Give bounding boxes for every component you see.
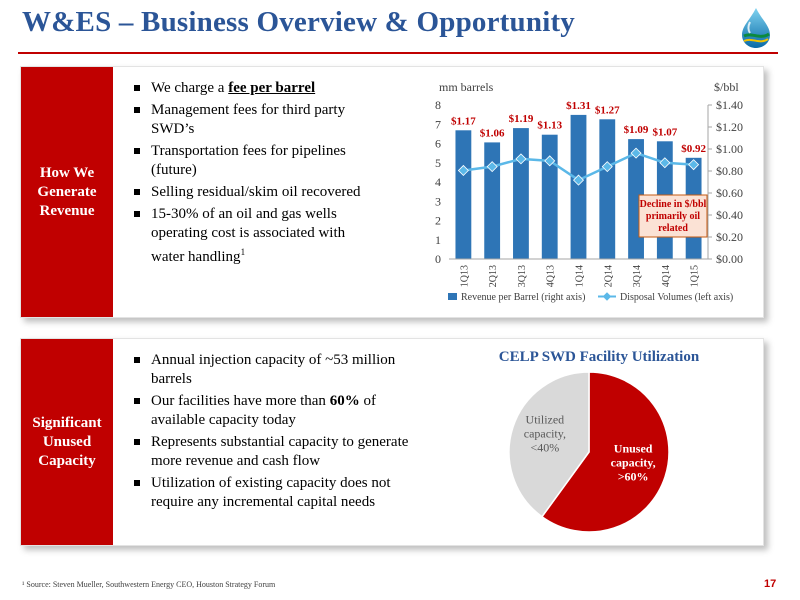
page-title: W&ES – Business Overview & Opportunity	[22, 6, 576, 38]
category-label-3Q13: 3Q13	[516, 265, 528, 288]
category-label-3Q14: 3Q14	[632, 265, 644, 288]
capacity-panel	[20, 338, 764, 546]
right-tick-label: $0.80	[716, 164, 743, 178]
bullet-water-handling: 15-30% of an oil and gas wells operating cost is associated with water handling$^1$	[131, 205, 381, 267]
bar-value-label: $1.07	[652, 126, 678, 139]
revenue-bullets	[131, 79, 381, 270]
capacity-bullets	[131, 351, 421, 515]
section-label-capacity: Significant Unused Capacity	[21, 339, 113, 545]
category-label-1Q13: 1Q13	[459, 265, 471, 288]
category-label-1Q14: 1Q14	[574, 265, 586, 288]
pie-slice-label: capacity,	[523, 426, 566, 441]
legend-bar-swatch	[448, 293, 457, 300]
legend-revenue-label: Revenue per Barrel (right axis)	[461, 292, 586, 303]
bullet-management-fees: Management fees for third party SWD’s	[131, 101, 381, 139]
bar-2Q13	[484, 142, 500, 259]
pie-slice-label: >60%	[617, 469, 649, 484]
revenue-panel	[20, 66, 764, 318]
left-tick-label: 5	[435, 155, 441, 170]
pie-slice-label: Utilized	[525, 412, 565, 427]
category-label-1Q15: 1Q15	[689, 265, 701, 288]
pie-slice-label: capacity,	[610, 455, 656, 470]
bar-value-label: $0.92	[681, 142, 706, 155]
right-tick-label: $1.40	[716, 98, 743, 112]
left-tick-label: 6	[435, 136, 441, 151]
bullet-skim-oil: Selling residual/skim oil recovered	[131, 183, 381, 202]
left-tick-label: 0	[435, 252, 441, 266]
title-rule	[18, 52, 778, 54]
page-number: 17	[764, 578, 777, 590]
category-label-4Q13: 4Q13	[545, 265, 557, 288]
section-label-revenue: How We Generate Revenue	[21, 67, 113, 317]
footnote: ¹ Source: Steven Mueller, Southwestern Energy CEO, Houston Strategy Forum	[22, 580, 276, 589]
right-tick-label: $0.00	[716, 252, 743, 266]
left-tick-label: 8	[435, 98, 441, 112]
pie-slice-label: Unused	[613, 441, 653, 456]
right-tick-label: $1.00	[716, 142, 743, 156]
bullet-injection-capacity: Annual injection capacity of ~53 million barrels	[131, 351, 421, 389]
water-drop-logo-icon	[736, 6, 776, 50]
right-tick-label: $0.60	[716, 186, 743, 200]
pie-slice-label: <40%	[530, 440, 560, 455]
bar-value-label: $1.17	[451, 115, 476, 128]
bar-value-label: $1.19	[508, 113, 534, 126]
bar-3Q13	[513, 128, 529, 259]
right-tick-label: $0.20	[716, 230, 743, 244]
bullet-revenue-potential: Represents substantial capacity to generate more revenue and cash flow	[131, 433, 421, 471]
annotation-text: related	[658, 223, 688, 234]
bar-4Q13	[542, 135, 558, 259]
annotation-text: Decline in $/bbl	[639, 199, 707, 210]
bar-1Q13	[455, 130, 471, 259]
left-tick-label: 4	[435, 175, 441, 189]
bar-value-label: $1.13	[537, 119, 563, 132]
pie-title: CELP SWD Facility Utilization	[498, 349, 700, 365]
left-tick-label: 3	[435, 194, 441, 209]
category-label-2Q14: 2Q14	[603, 265, 615, 288]
left-tick-label: 1	[435, 232, 441, 247]
bar-2Q14	[599, 119, 615, 259]
category-label-4Q14: 4Q14	[660, 265, 672, 288]
bar-value-label: $1.27	[594, 104, 620, 117]
bar-1Q14	[571, 115, 587, 259]
right-axis-title: $/bbl	[714, 80, 739, 94]
left-tick-label: 7	[435, 117, 441, 132]
right-tick-label: $0.40	[716, 208, 743, 222]
revenue-volume-chart	[406, 67, 761, 315]
bullet-available-capacity: Our facilities have more than 60% of available capacity today	[131, 392, 421, 430]
bullet-transportation-fees: Transportation fees for pipelines (future)	[131, 142, 381, 180]
bullet-no-capital: Utilization of existing capacity does not require any incremental capital needs	[131, 474, 421, 512]
left-tick-label: 2	[435, 213, 441, 228]
utilization-pie-chart	[461, 339, 761, 543]
bar-value-label: $1.09	[623, 124, 649, 137]
legend-line-marker	[603, 292, 611, 300]
bar-value-label: $1.31	[566, 99, 591, 112]
legend-volume-label: Disposal Volumes (left axis)	[620, 292, 734, 303]
category-label-2Q13: 2Q13	[488, 265, 500, 288]
bullet-fee-per-barrel: We charge a fee per barrel	[131, 79, 381, 98]
annotation-text: primarily oil	[645, 211, 701, 222]
bar-value-label: $1.06	[479, 127, 505, 140]
left-axis-title: mm barrels	[439, 80, 494, 94]
right-tick-label: $1.20	[716, 120, 743, 134]
